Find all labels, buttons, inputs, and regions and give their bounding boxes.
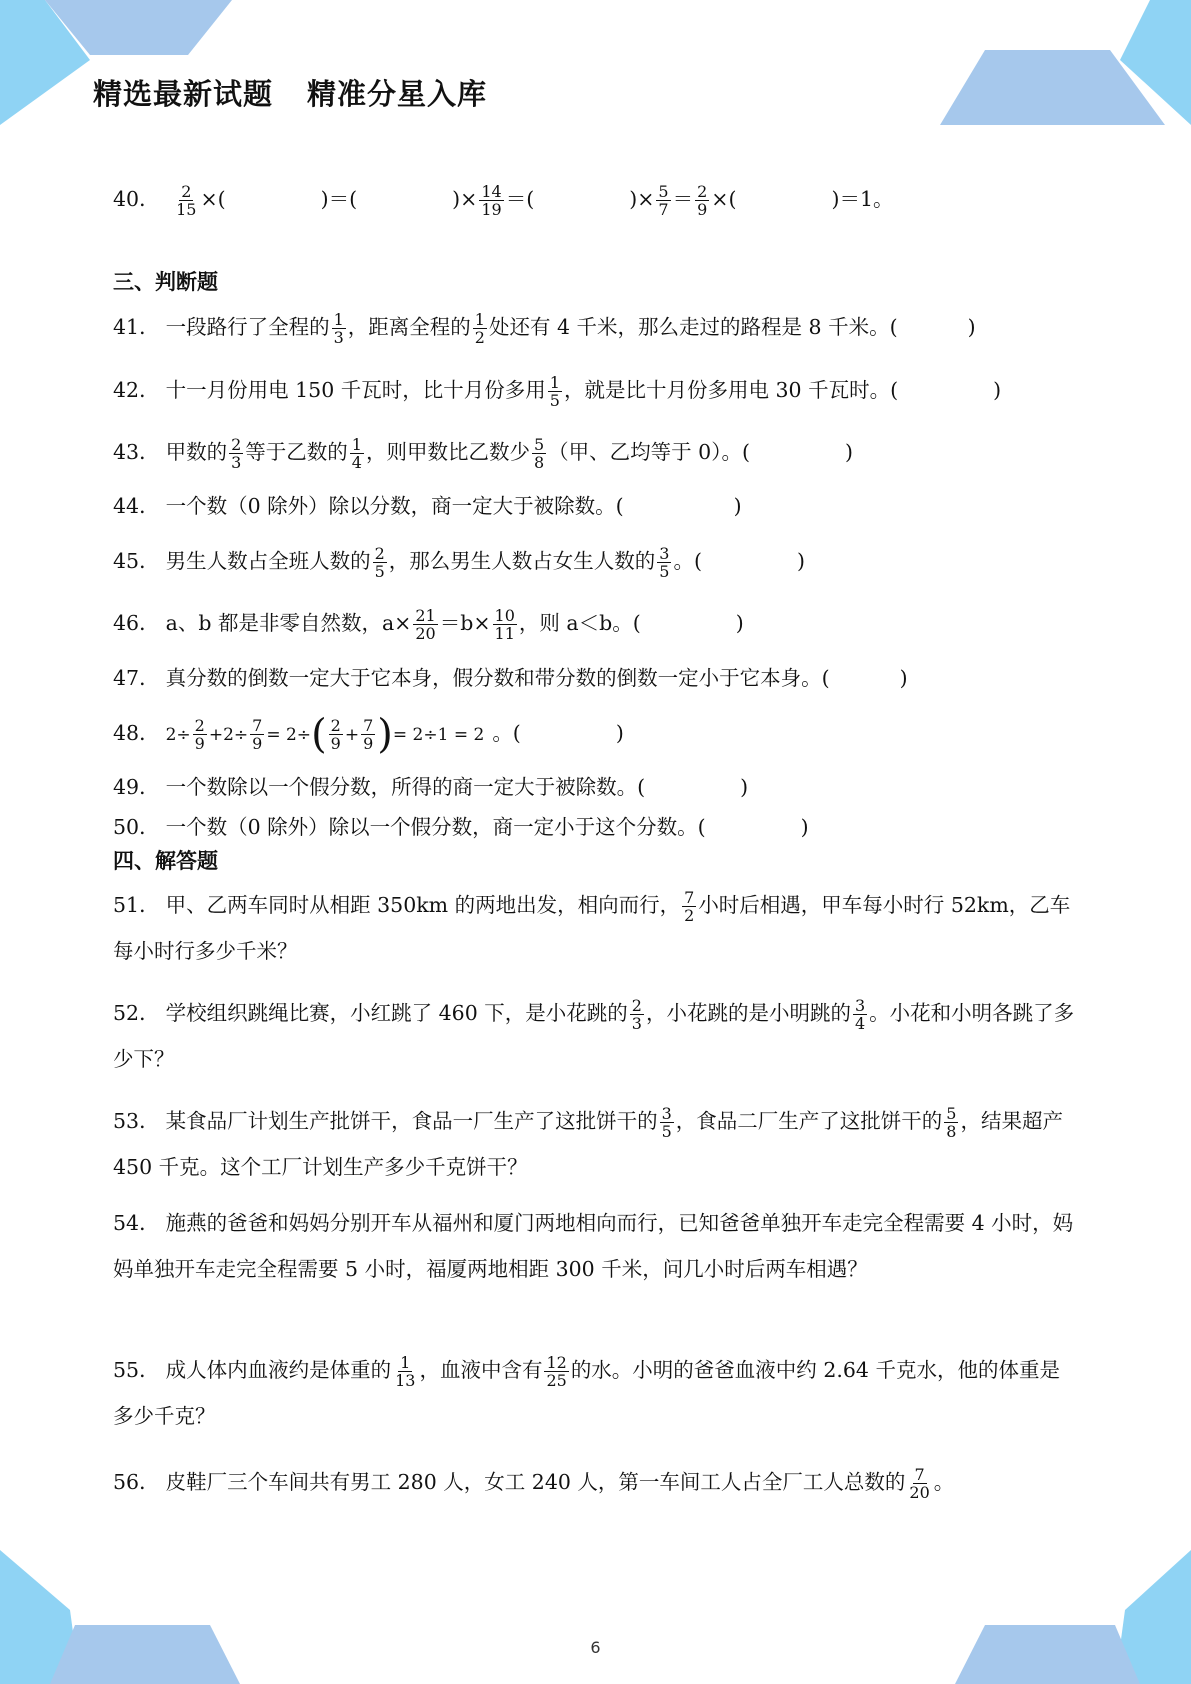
question-47: 47． 真分数的倒数一定大于它本身，假分数和带分数的倒数一定小于它本身。( ) <box>113 666 908 690</box>
fraction: $\frac{5}{7}$ <box>658 182 669 219</box>
question-41: 41． 一段路行了全程的 $\frac{1}{3}$ ，距离全程的 $\frac{1}{2}$ 处还有 4 千米，那么走过的路程是 8 千米。( ) <box>113 310 976 347</box>
fraction: $\frac{14}{19}$ <box>481 182 502 219</box>
question-42: 42． 十一月份用电 150 千瓦时，比十月份多用 $\frac{1}{5}$ ，就是比十月份多用电 30 千瓦时。( ) <box>113 373 1002 410</box>
question-49: 49． 一个数除以一个假分数，所得的商一定大于被除数。( ) <box>113 775 749 799</box>
fraction: $\frac{2}{9}$ <box>697 182 708 219</box>
section-heading-solutions: 四、解答题 <box>113 849 218 873</box>
question-45: 45． 男生人数占全班人数的 $\frac{2}{5}$ ，那么男生人数占女生人数的 $\frac{3}{5}$ 。( ) <box>113 544 805 581</box>
question-46: 46． a、b 都是非零自然数，a× $\frac{21}{20}$ ＝b× $\frac{10}{11}$ ，则 a＜b。( ) <box>113 606 744 643</box>
question-48: 48． 2÷ $\frac{2}{9}$ +2÷ $\frac{7}{9}$ = 2÷( $\frac{2}{9}$ + $\frac{7}{9}$ )= 2÷1 = 2 。( ) <box>113 711 624 758</box>
fraction: $\frac{2}{15}$ <box>176 182 197 219</box>
question-43: 43． 甲数的 $\frac{2}{3}$ 等于乙数的 $\frac{1}{4}$ ，则甲数比乙数少 $\frac{5}{8}$ （甲、乙均等于 0）。( ) <box>113 435 853 472</box>
question-54: 54． 施燕的爸爸和妈妈分别开车从福州和厦门两地相向而行，已知爸爸单独开车走完全程需要 4 小时，妈妈单独开车走完全程需要 5 小时，福厦两地相距 300 千米，问几小时后两车相遇？ <box>113 1211 1074 1281</box>
header-title-right: 精准分星入库 <box>307 77 488 111</box>
question-44: 44． 一个数（0 除外）除以分数，商一定大于被除数。( ) <box>113 494 742 518</box>
question-52: 52． 学校组织跳绳比赛，小红跳了 460 下，是小花跳的 $\frac{2}{3}$ ，小花跳的是小明跳的 $\frac{3}{4}$ 。小花和小明各跳了多少下？ <box>113 996 1075 1071</box>
page-number: 6 <box>590 1638 601 1657</box>
question-50: 50． 一个数（0 除外）除以一个假分数，商一定小于这个分数。( ) <box>113 815 809 839</box>
header-title-left: 精选最新试题 <box>93 77 274 111</box>
question-56: 56． 皮鞋厂三个车间共有男工 280 人，女工 240 人，第一车间工人占全厂工人总数的 $\frac{7}{20}$ 。 <box>113 1465 955 1502</box>
question-53: 53． 某食品厂计划生产批饼干，食品一厂生产了这批饼干的 $\frac{3}{5}$ ，食品二厂生产了这批饼干的 $\frac{5}{8}$ ，结果超产 450 千克。这个工厂计划生产多少千克饼干？ <box>113 1104 1063 1179</box>
page-header-title <box>93 72 487 113</box>
question-number: 40． <box>113 187 160 211</box>
question-40: 40． $\frac{2}{15}$ ×( )＝( )× $\frac{14}{19}$ ＝( )× $\frac{5}{7}$ ＝ $\frac{2}{9}$ ×( )＝1。 <box>113 182 894 219</box>
section-heading-judgement: 三、判断题 <box>113 270 218 294</box>
question-55: 55． 成人体内血液约是体重的 $\frac{1}{13}$ ，血液中含有 $\frac{12}{25}$ 的水。小明的爸爸血液中约 2.64 千克水，他的体重是多少千克？ <box>113 1353 1060 1428</box>
question-51: 51． 甲、乙两车同时从相距 350km 的两地出发，相向而行， $\frac{7}{2}$ 小时后相遇，甲车每小时行 52km，乙车每小时行多少千米？ <box>113 888 1071 963</box>
